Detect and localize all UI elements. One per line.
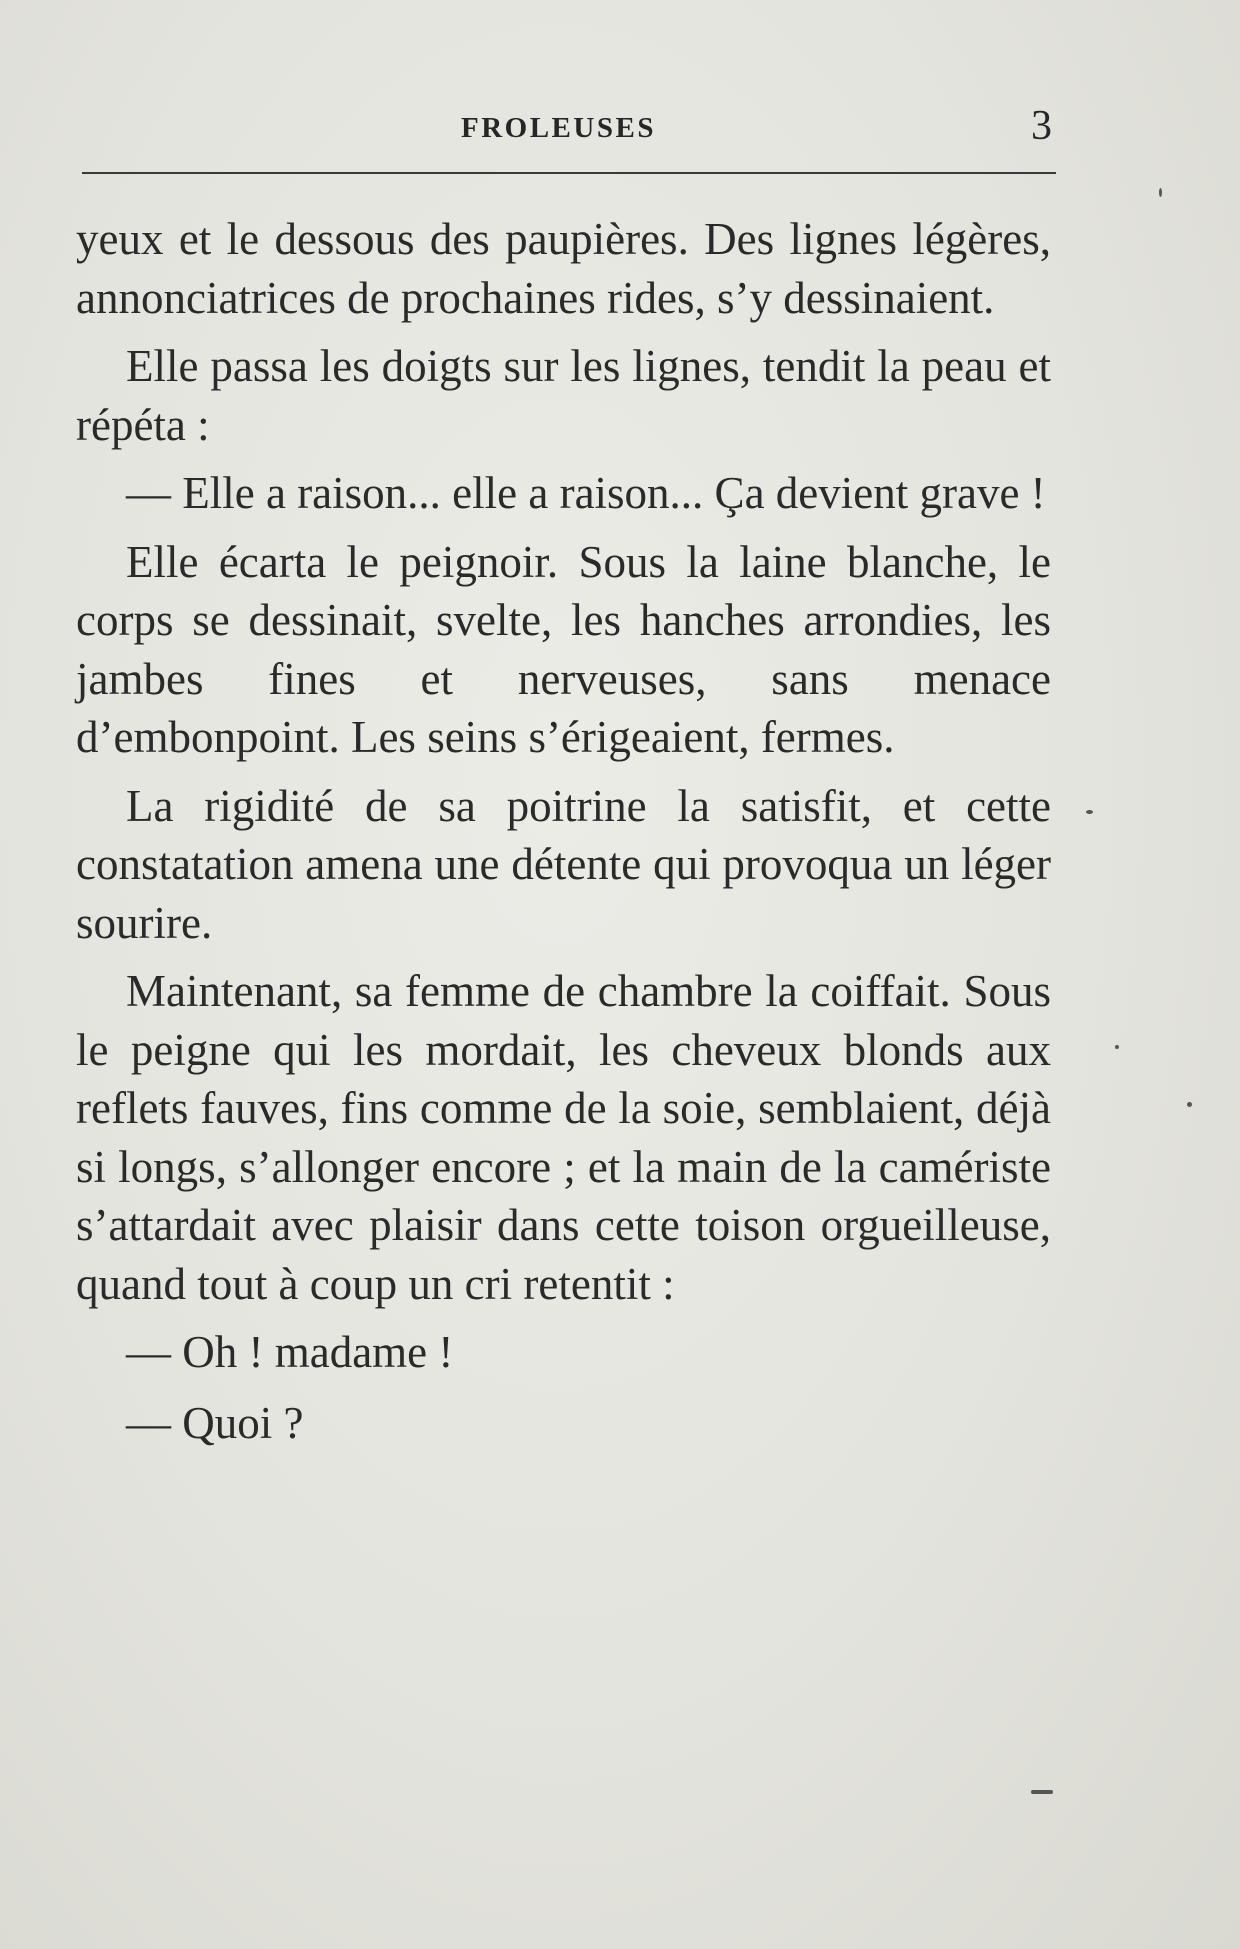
header-rule — [82, 172, 1056, 174]
paragraph: — Elle a raison... elle a raison... Ça devient grave ! — [126, 468, 1046, 518]
paper-speck — [1086, 810, 1093, 814]
body-text — [76, 210, 1051, 1464]
paper-speck — [1187, 1102, 1192, 1107]
running-title: FROLEUSES — [461, 112, 656, 144]
paper-speck — [1031, 1790, 1053, 1794]
paragraph: — Quoi ? — [126, 1397, 304, 1448]
paragraph: Maintenant, sa femme de chambre la coiffait. Sous le peigne qui les mordait, les cheveux blonds aux reflets fauves, fins comme de la soie, semblaient, déjà si longs, s’allonger encore ; et la main de la camériste s’attardait avec plaisir dans cette toison orgueilleuse, quand tout à coup un cri retentit : — [76, 966, 1051, 1309]
paragraph: Elle passa les doigts sur les lignes, tendit la peau et répéta : — [76, 341, 1051, 450]
paper-speck — [1115, 1045, 1119, 1049]
paragraph: yeux et le dessous des paupières. Des lignes légères, annonciatrices de prochaines rides, s’y dessinaient. — [76, 214, 1051, 323]
paper-speck — [1159, 188, 1162, 197]
page-number: 3 — [1031, 103, 1052, 149]
paragraph: Elle écarta le peignoir. Sous la laine blanche, le corps se dessinait, svelte, les hanches arrondies, les jambes fines et nerveuses, sans menace d’embonpoint. Les seins s’érigeaient, fermes. — [76, 536, 1051, 762]
paragraph: La rigidité de sa poitrine la satisfit, et cette constatation amena une détente qui provoqua un léger sourire. — [76, 780, 1051, 948]
paragraph: — Oh ! madame ! — [126, 1327, 454, 1377]
